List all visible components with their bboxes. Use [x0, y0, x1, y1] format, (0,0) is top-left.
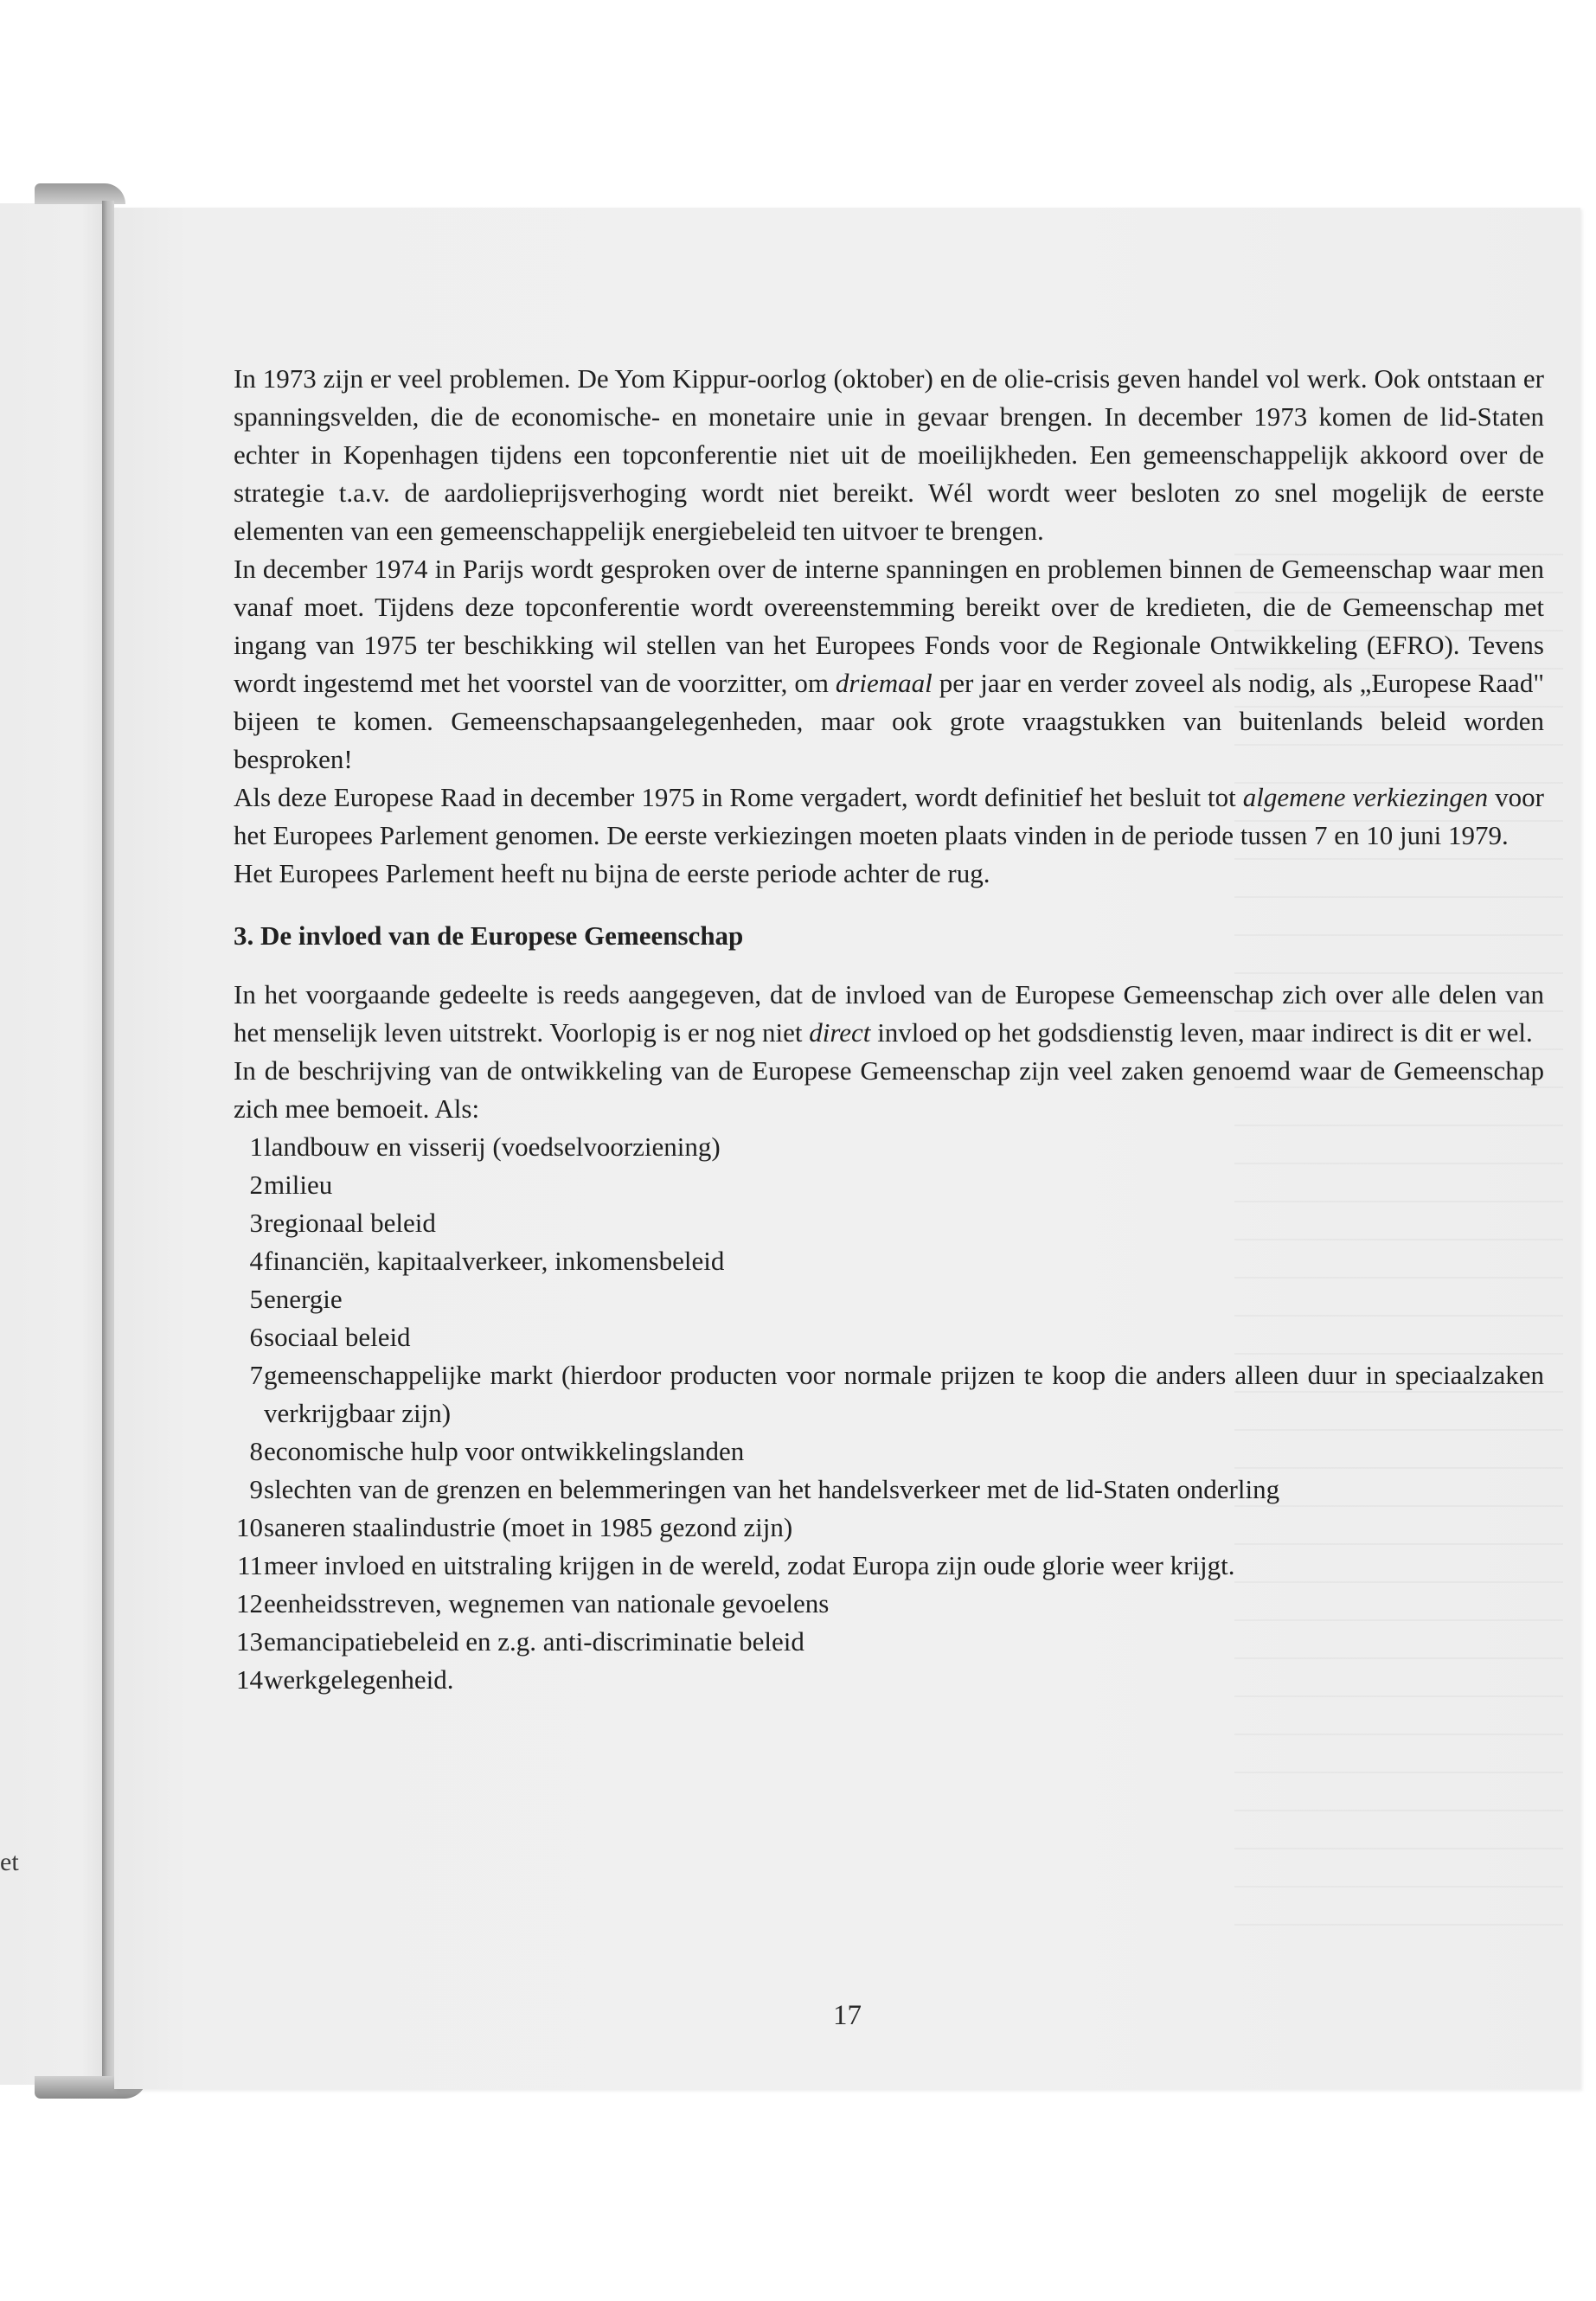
list-item: [234, 1623, 1544, 1661]
section-paragraph-1-end: invloed op het godsdienstig leven, maar indirect is dit er wel.: [870, 1017, 1533, 1048]
list-item-text: emancipatiebeleid en z.g. anti-discriminatie beleid: [264, 1626, 804, 1657]
page-body: [234, 360, 1544, 1699]
list-item: [234, 1661, 1544, 1699]
list-item: [234, 1280, 1544, 1318]
paragraph-parlement: Het Europees Parlement heeft nu bijna de eerste periode achter de rug.: [234, 858, 990, 888]
list-item-text: milieu: [264, 1170, 333, 1200]
list-item-number: 1: [249, 1131, 263, 1162]
paragraph-1974-start: In december 1974 in Parijs wordt gesproken over de interne spanningen en problemen binnen de Gemeenschap waar men vanaf moet. Tijdens deze topconferentie wordt overeenstemming bereikt over de kredieten, die de Gemeenschap met ingang van 1975 ter beschikking wil stellen van het Europees Fonds voor de Regionale Ontwikkeling (EFRO). Tevens wordt ingestemd met het voorstel van de voorzitter, om: [234, 554, 1544, 698]
list-item-number: 2: [249, 1170, 263, 1200]
list-item-text: regionaal beleid: [264, 1208, 436, 1238]
section-paragraph-2: In de beschrijving van de ontwikkeling van de Europese Gemeenschap zijn veel zaken genoemd waar de Gemeenschap zich mee bemoeit. Als:: [234, 1055, 1544, 1124]
section-paragraph-1-start: In het voorgaande gedeelte is reeds aangegeven, dat de invloed van de Europese Gemeenschap zich over alle delen van het menselijk leven uitstrekt. Voorlopig is er nog niet: [234, 979, 1544, 1048]
book-spine: [102, 201, 114, 2086]
list-item-number: 4: [249, 1246, 263, 1276]
list-item-number: 9: [249, 1474, 263, 1504]
list-item: [234, 1509, 1544, 1547]
list-item-number: 13: [236, 1626, 263, 1657]
previous-page-edge: [0, 203, 102, 2085]
list-item-text: gemeenschappelijke markt (hierdoor producten voor normale prijzen te koop die anders alleen duur in speciaalzaken verkrijgbaar zijn): [264, 1360, 1544, 1428]
list-item-text: sociaal beleid: [264, 1322, 411, 1352]
list-item: [234, 1204, 1544, 1242]
list-item: [234, 1547, 1544, 1585]
list-item: [234, 1166, 1544, 1204]
list-item-text: landbouw en visserij (voedselvoorziening): [264, 1131, 721, 1162]
paragraph-1975-end: voor het Europees Parlement genomen. De eerste verkiezingen moeten plaats vinden in de periode tussen 7 en 10 juni 1979.: [234, 782, 1544, 850]
paragraph-1973: In 1973 zijn er veel problemen. De Yom Kippur-oorlog (oktober) en de olie-crisis geven handel vol werk. Ook ontstaan er spanningsvelden, die de economische- en monetaire unie in gevaar brengen. In december 1973 komen de lid-Staten echter in Kopenhagen tijdens een topconferentie niet uit de moeilijkheden. Een gemeenschappelijk akkoord over de strategie t.a.v. de aardolieprijsverhoging wordt niet bereikt. Wél wordt weer besloten zo snel mogelijk de eerste elementen van een gemeenschappelijk energiebeleid ten uitvoer te brengen.: [234, 363, 1544, 546]
list-item: [234, 1318, 1544, 1356]
list-item-number: 3: [249, 1208, 263, 1238]
section-paragraph-1: [234, 976, 1544, 1052]
list-item-text: saneren staalindustrie (moet in 1985 gezond zijn): [264, 1512, 793, 1542]
paragraph-1975: [234, 779, 1544, 855]
list-item-number: 7: [249, 1360, 263, 1390]
section-heading: 3. De invloed van de Europese Gemeenschap: [234, 920, 744, 951]
italic-direct: direct: [809, 1017, 871, 1048]
paragraph-1974: [234, 550, 1544, 779]
list-item-number: 12: [236, 1588, 263, 1618]
page-number: 17: [833, 2000, 862, 2031]
list-item: [234, 1128, 1544, 1166]
policy-list: [234, 1128, 1544, 1699]
list-item-number: 14: [236, 1664, 263, 1695]
list-item: [234, 1585, 1544, 1623]
list-item-text: werkgelegenheid.: [264, 1664, 454, 1695]
list-item: [234, 1471, 1544, 1509]
italic-algemene-verkiezingen: algemene verkiezingen: [1242, 782, 1489, 812]
list-item-text: eenheidsstreven, wegnemen van nationale gevoelens: [264, 1588, 830, 1618]
list-item-number: 5: [249, 1284, 263, 1314]
previous-page-text-fragment: et: [0, 1848, 19, 1876]
book-page: [114, 208, 1580, 2089]
list-item-number: 10: [236, 1512, 263, 1542]
list-item-text: financiën, kapitaalverkeer, inkomensbeleid: [264, 1246, 725, 1276]
list-item-text: energie: [264, 1284, 343, 1314]
list-item-number: 11: [237, 1550, 263, 1580]
list-item-text: slechten van de grenzen en belemmeringen van het handelsverkeer met de lid-Staten onderling: [264, 1474, 1280, 1504]
list-item-text: economische hulp voor ontwikkelingslanden: [264, 1436, 745, 1466]
list-item-number: 8: [249, 1436, 263, 1466]
paragraph-1974-end: per jaar en verder zoveel als nodig, als „Europese Raad" bijeen te komen. Gemeenschapsaangelegenheden, maar ook grote vraagstukken van buitenlands beleid worden besproken!: [234, 668, 1544, 774]
list-item-number: 6: [249, 1322, 263, 1352]
list-item: [234, 1433, 1544, 1471]
paragraph-1975-start: Als deze Europese Raad in december 1975 in Rome vergadert, wordt definitief het besluit tot: [234, 782, 1243, 812]
list-item: [234, 1242, 1544, 1280]
list-item: [234, 1356, 1544, 1433]
italic-driemaal: driemaal: [835, 668, 933, 698]
list-item-text: meer invloed en uitstraling krijgen in de wereld, zodat Europa zijn oude glorie weer krijgt.: [264, 1550, 1235, 1580]
